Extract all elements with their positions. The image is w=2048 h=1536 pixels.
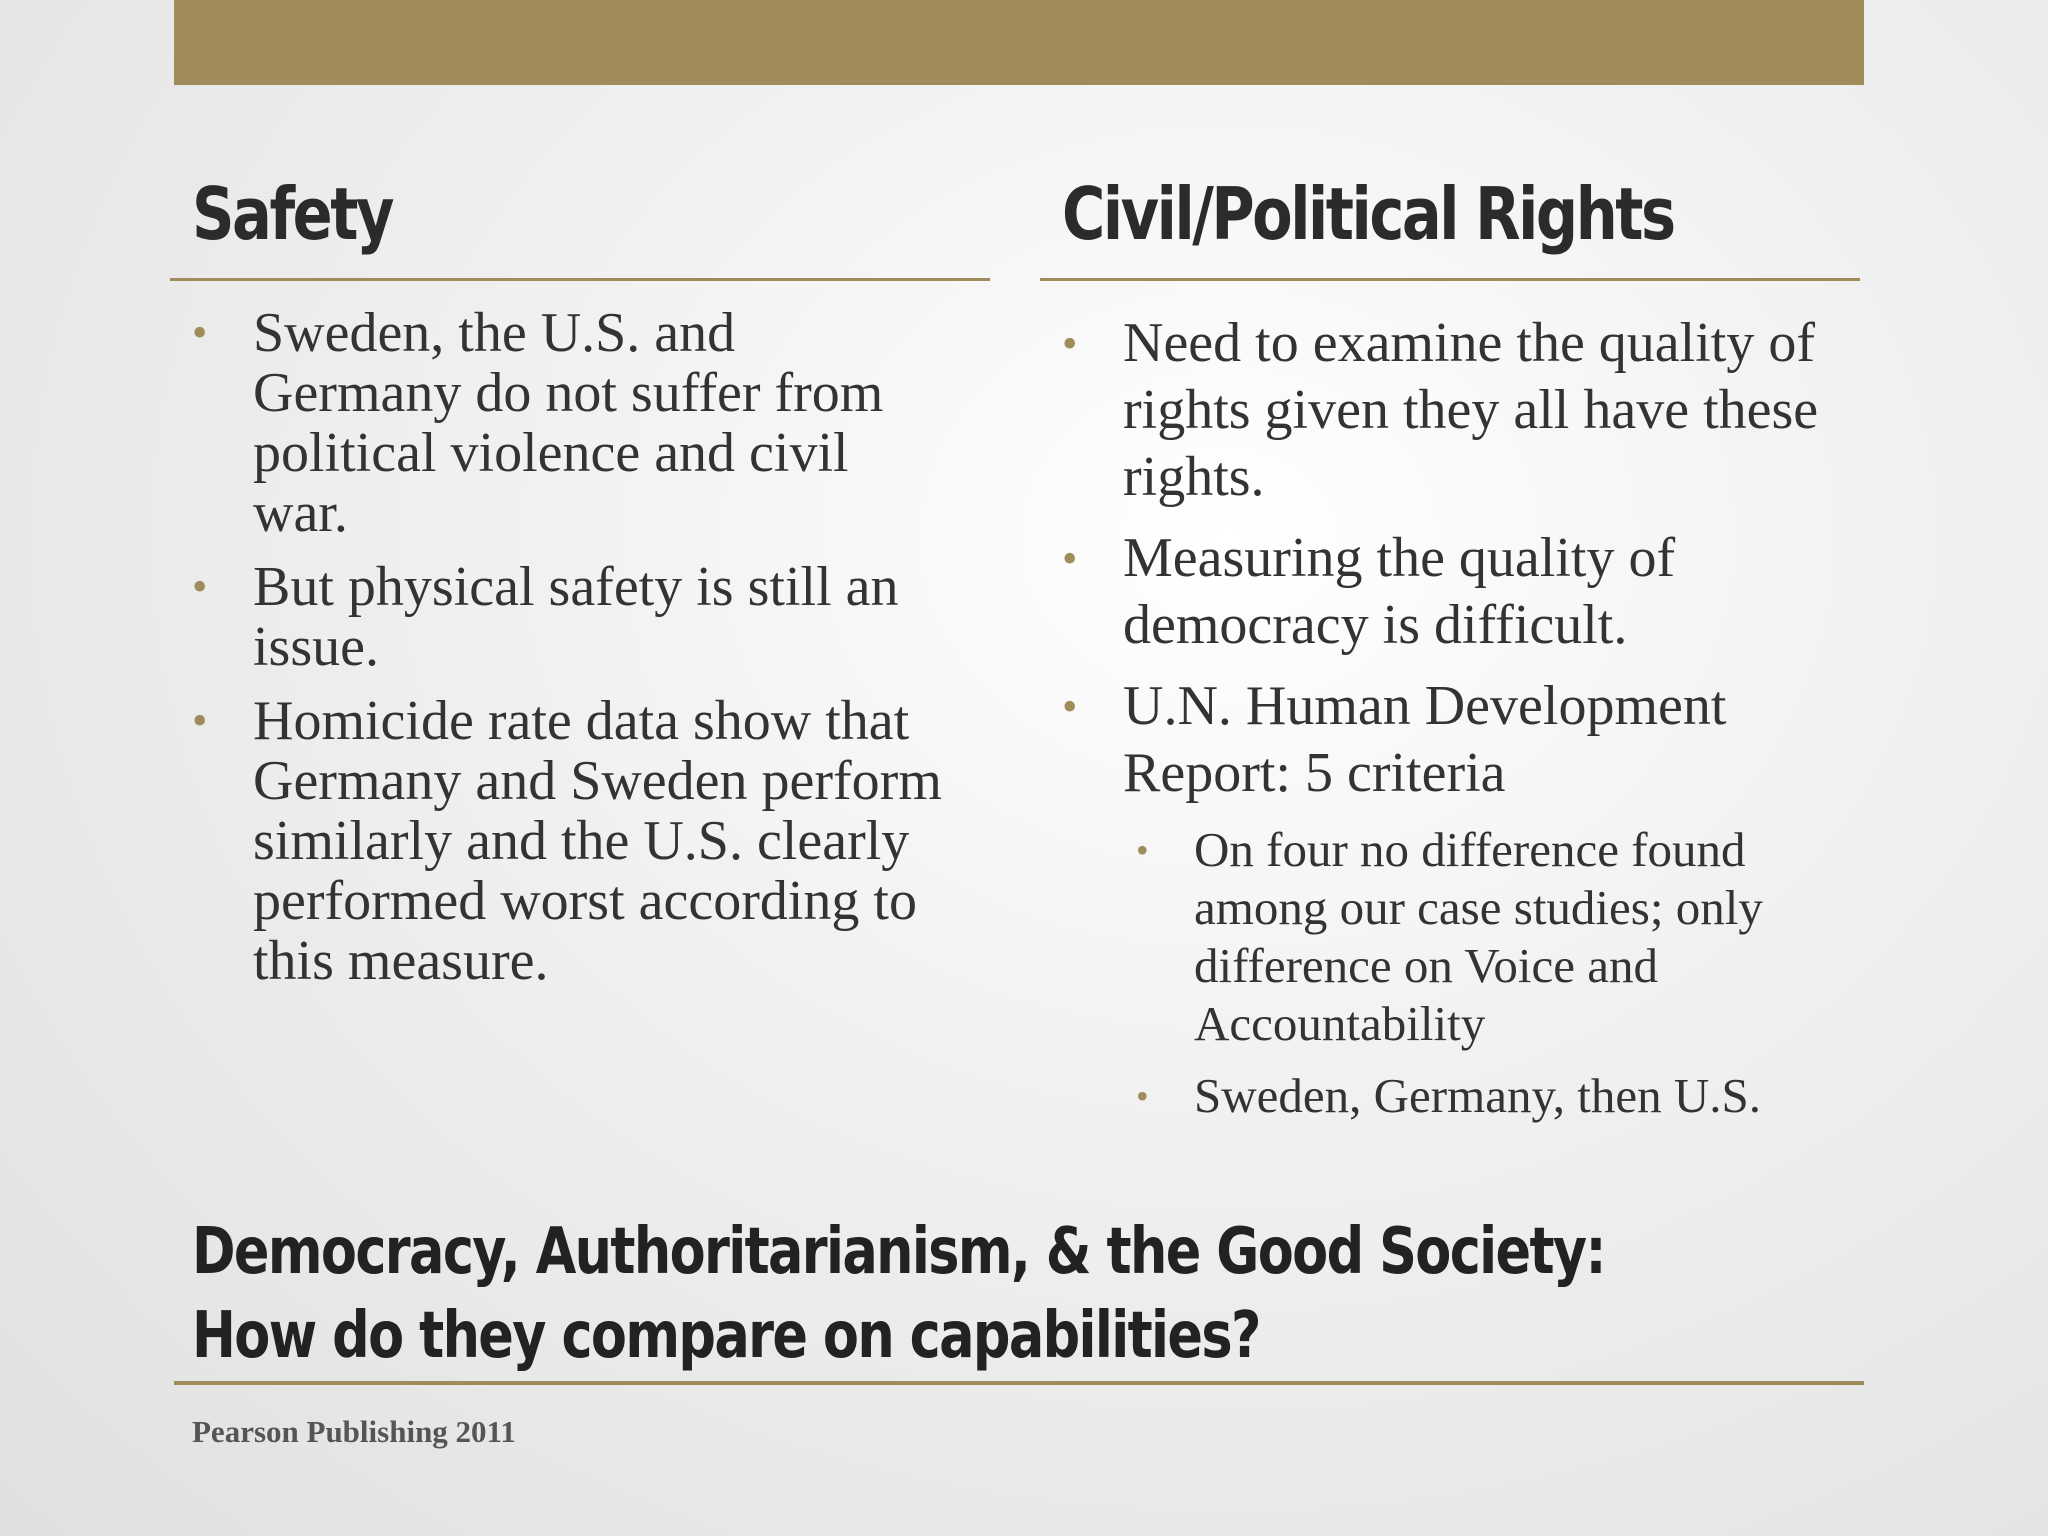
safety-heading: Safety (192, 172, 393, 256)
sub-bullet-text: On four no difference found among our case studies; only difference on Voice and Accountability (1194, 822, 1763, 1051)
bullet-text: But physical safety is still an issue. (253, 556, 899, 678)
sub-bullet-dot-icon: • (1136, 830, 1149, 870)
slide-title-line-2: How do they compare on capabilities? (192, 1299, 1260, 1373)
sub-bullet-item (1040, 1067, 1874, 1125)
sub-bullet-text: Sweden, Germany, then U.S. (1194, 1068, 1762, 1123)
bullet-dot-icon: • (1062, 682, 1078, 731)
civil-rights-heading: Civil/Political Rights (1062, 172, 1674, 256)
bullet-dot-icon: • (1062, 534, 1078, 583)
bullet-dot-icon: • (192, 562, 208, 611)
slide-title-line-1: Democracy, Authoritarianism, & the Good Society: (192, 1215, 1605, 1289)
bullet-text: U.N. Human Development Report: 5 criteria (1123, 675, 1727, 804)
bullet-dot-icon: • (1062, 319, 1078, 368)
bullet-text: Sweden, the U.S. and Germany do not suffer from political violence and civil war. (253, 302, 884, 544)
bullet-item (170, 557, 913, 677)
bullet-item (170, 691, 943, 991)
sub-bullet-item (1040, 821, 1854, 1053)
bullet-item (170, 303, 953, 543)
bullet-item (1040, 525, 1773, 659)
bullet-dot-icon: • (192, 308, 208, 357)
bullet-text: Measuring the quality of democracy is difficult. (1123, 527, 1676, 656)
safety-bullet-list (170, 303, 990, 1005)
footer-credit: Pearson Publishing 2011 (192, 1414, 516, 1449)
civil-rights-heading-rule (1040, 278, 1860, 281)
safety-heading-rule (170, 278, 990, 281)
title-underline-rule (174, 1381, 1864, 1385)
bullet-dot-icon: • (192, 696, 208, 745)
bullet-item (1040, 310, 1843, 511)
civil-rights-bullet-list (1040, 310, 1860, 1139)
sub-bullet-dot-icon: • (1136, 1076, 1149, 1116)
bullet-text: Need to examine the quality of rights given they all have these rights. (1123, 312, 1819, 508)
slide-title (192, 1210, 1605, 1378)
bullet-text: Homicide rate data show that Germany and Sweden perform similarly and the U.S. clearly performed worst according to this measure. (253, 690, 942, 992)
top-accent-bar (174, 0, 1864, 85)
bullet-item (1040, 673, 1843, 807)
